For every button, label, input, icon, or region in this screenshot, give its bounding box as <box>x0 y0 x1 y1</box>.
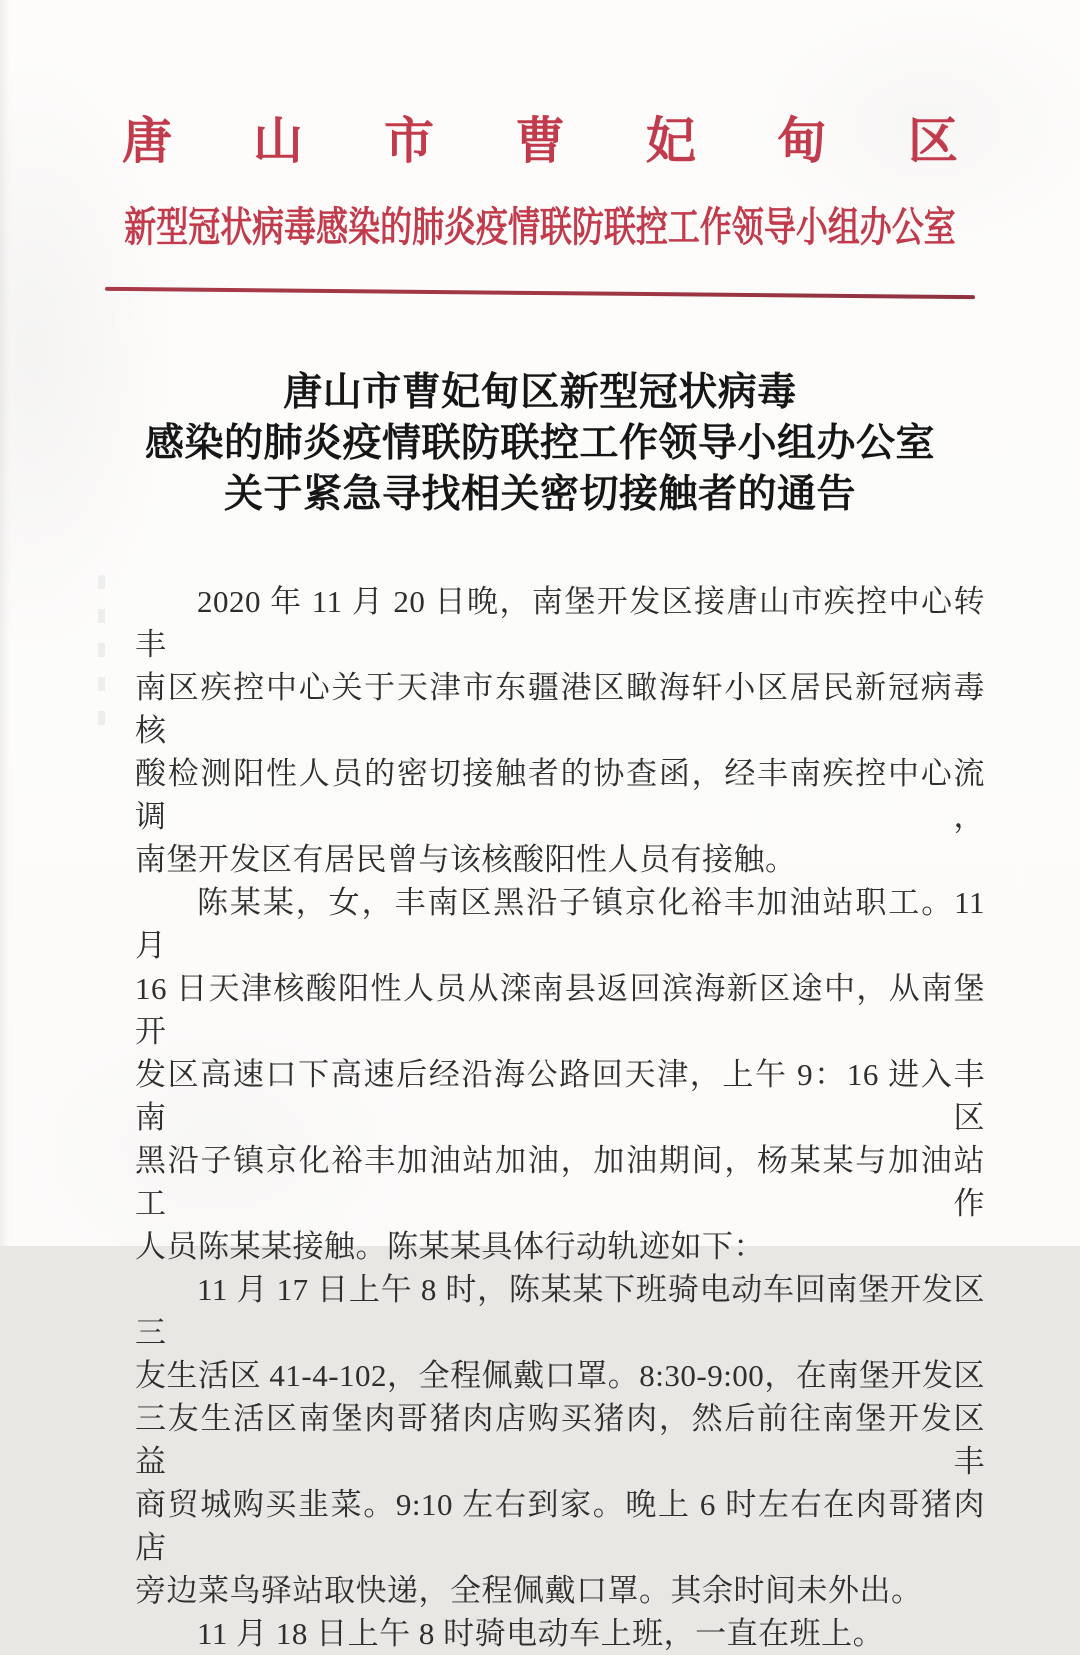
body-line: 南区疾控中心关于天津市东疆港区瞰海轩小区居民新冠病毒核 <box>135 670 985 748</box>
body-line: 黑沿子镇京化裕丰加油站加油，加油期间，杨某某与加油站工作 <box>135 1143 985 1221</box>
body-line: 16 日天津核酸阳性人员从滦南县返回滨海新区途中，从南堡开 <box>135 971 985 1049</box>
letterhead-org-line <box>0 110 1080 185</box>
body-line: 商贸城购买韭菜。9:10 左右到家。晚上 6 时左右在肉哥猪肉店 <box>135 1487 985 1565</box>
body-line: 11 月 18 日上午 8 时骑电动车上班，一直在班上。 <box>197 1616 885 1651</box>
body-line: 陈某某，女，丰南区黑沿子镇京化裕丰加油站职工。11 月 <box>135 885 985 963</box>
document-body <box>135 580 985 1655</box>
document-title-line-3: 关于紧急寻找相关密切接触者的通告 <box>223 473 856 516</box>
body-line: 酸检测阳性人员的密切接触者的协查函，经丰南疾控中心流调， <box>135 756 985 834</box>
document-title-line-1: 唐山市曹妃甸区新型冠状病毒 <box>283 371 797 414</box>
body-line: 南堡开发区有居民曾与该核酸阳性人员有接触。 <box>135 842 797 877</box>
document-title-line-2: 感染的肺炎疫情联防联控工作领导小组办公室 <box>144 422 935 465</box>
letterhead <box>0 0 1080 295</box>
document-title <box>0 367 1080 520</box>
body-line: 友生活区 41-4-102，全程佩戴口罩。8:30-9:00，在南堡开发区 <box>135 1358 985 1393</box>
body-line: 2020 年 11 月 20 日晚，南堡开发区接唐山市疾控中心转丰 <box>135 584 985 662</box>
body-line: 发区高速口下高速后经沿海公路回天津，上午 9：16 进入丰南区 <box>135 1057 985 1135</box>
body-line: 三友生活区南堡肉哥猪肉店购买猪肉，然后前往南堡开发区益丰 <box>135 1401 985 1479</box>
body-line: 旁边菜鸟驿站取快递，全程佩戴口罩。其余时间未外出。 <box>135 1573 923 1608</box>
body-line: 人员陈某某接触。陈某某具体行动轨迹如下： <box>135 1229 765 1264</box>
letterhead-org-name: 唐山市曹妃甸区 <box>122 113 1039 169</box>
letterhead-office-name: 新型冠状病毒感染的肺炎疫情联防联控工作领导小组办公室 <box>124 204 956 250</box>
body-line: 11 月 17 日上午 8 时，陈某某下班骑电动车回南堡开发区三 <box>135 1272 985 1350</box>
letterhead-divider-rule <box>105 287 975 299</box>
